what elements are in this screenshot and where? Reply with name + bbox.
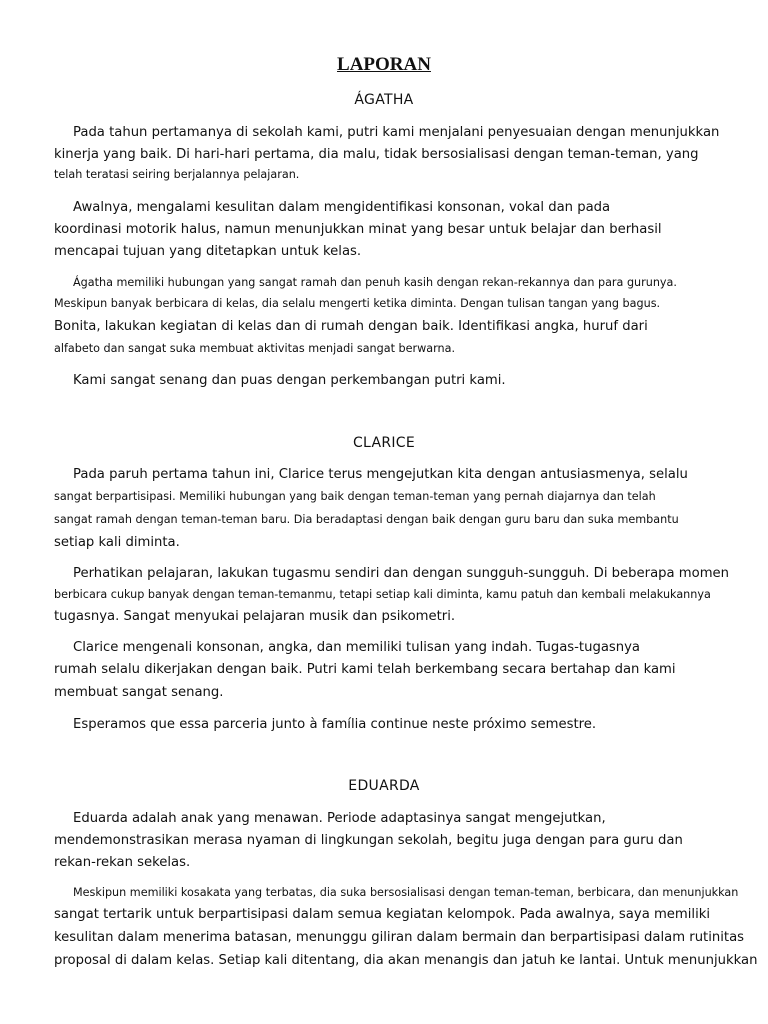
paragraph-line: mencapai tujuan yang ditetapkan untuk kelas. <box>54 244 362 259</box>
paragraph-line: alfabeto dan sangat suka membuat aktivitas menjadi sangat berwarna. <box>54 342 456 355</box>
report-title-text: LAPORAN <box>337 54 431 75</box>
paragraph-line: koordinasi motorik halus, namun menunjukkan minat yang besar untuk belajar dan berhasil <box>54 222 662 237</box>
paragraph-line: Perhatikan pelajaran, lakukan tugasmu sendiri dan dengan sungguh-sungguh. Di beberapa momen <box>73 566 730 581</box>
paragraph-line: berbicara cukup banyak dengan teman-temanmu, tetapi setiap kali diminta, kamu patuh dan kembali melakukannya <box>54 588 711 601</box>
paragraph-line: sangat berpartisipasi. Memiliki hubungan yang baik dengan teman-teman yang pernah diajarnya dan telah <box>54 490 656 503</box>
paragraph-line: Kami sangat senang dan puas dengan perkembangan putri kami. <box>73 373 506 388</box>
paragraph-line: sangat ramah dengan teman-teman baru. Dia beradaptasi dengan baik dengan guru baru dan suka membantu <box>54 513 679 526</box>
paragraph-line: Clarice mengenali konsonan, angka, dan memiliki tulisan yang indah. Tugas-tugasnya <box>73 640 641 655</box>
paragraph-line: sangat tertarik untuk berpartisipasi dalam semua kegiatan kelompok. Pada awalnya, saya memiliki <box>54 907 711 922</box>
section-heading-clarice: CLARICE <box>352 435 416 451</box>
paragraph-line: Esperamos que essa parceria junto à família continue neste próximo semestre. <box>73 717 597 732</box>
paragraph-line: Pada paruh pertama tahun ini, Clarice terus mengejutkan kita dengan antusiasmenya, selalu <box>73 467 688 482</box>
section-heading-agatha: ÁGATHA <box>354 92 414 108</box>
paragraph-line: rekan-rekan sekelas. <box>54 855 191 870</box>
paragraph-line: telah teratasi seiring berjalannya pelajaran. <box>54 168 300 181</box>
paragraph-line: Meskipun memiliki kosakata yang terbatas, dia suka bersosialisasi dengan teman-teman, berbicara, dan menunjukkan <box>73 886 739 899</box>
paragraph-line: mendemonstrasikan merasa nyaman di lingkungan sekolah, begitu juga dengan para guru dan <box>54 833 683 848</box>
paragraph-line: tugasnya. Sangat menyukai pelajaran musik dan psikometri. <box>54 609 456 624</box>
section-heading-eduarda: EDUARDA <box>348 778 420 794</box>
paragraph-line: Pada tahun pertamanya di sekolah kami, putri kami menjalani penyesuaian dengan menunjukkan <box>73 125 720 140</box>
paragraph-line: Awalnya, mengalami kesulitan dalam mengidentifikasi konsonan, vokal dan pada <box>73 200 611 215</box>
paragraph-line: membuat sangat senang. <box>54 685 224 700</box>
paragraph-line: kinerja yang baik. Di hari-hari pertama, dia malu, tidak bersosialisasi dengan teman-teman, yang <box>54 147 699 162</box>
paragraph-line: setiap kali diminta. <box>54 535 180 550</box>
paragraph-line: Meskipun banyak berbicara di kelas, dia selalu mengerti ketika diminta. Dengan tulisan tangan yang bagus. <box>54 297 661 310</box>
paragraph-line: Eduarda adalah anak yang menawan. Periode adaptasinya sangat mengejutkan, <box>73 811 606 826</box>
paragraph-line: Bonita, lakukan kegiatan di kelas dan di rumah dengan baik. Identifikasi angka, huruf dari <box>54 319 648 334</box>
paragraph-line: Ágatha memiliki hubungan yang sangat ramah dan penuh kasih dengan rekan-rekannya dan para gurunya. <box>73 276 677 289</box>
paragraph-line: proposal di dalam kelas. Setiap kali ditentang, dia akan menangis dan jatuh ke lantai. Untuk menunjukkan <box>54 953 758 968</box>
paragraph-line: rumah selalu dikerjakan dengan baik. Putri kami telah berkembang secara bertahap dan kami <box>54 662 676 677</box>
report-title <box>0 54 768 76</box>
paragraph-line: kesulitan dalam menerima batasan, menunggu giliran dalam bermain dan berpartisipasi dalam rutinitas <box>54 930 745 945</box>
